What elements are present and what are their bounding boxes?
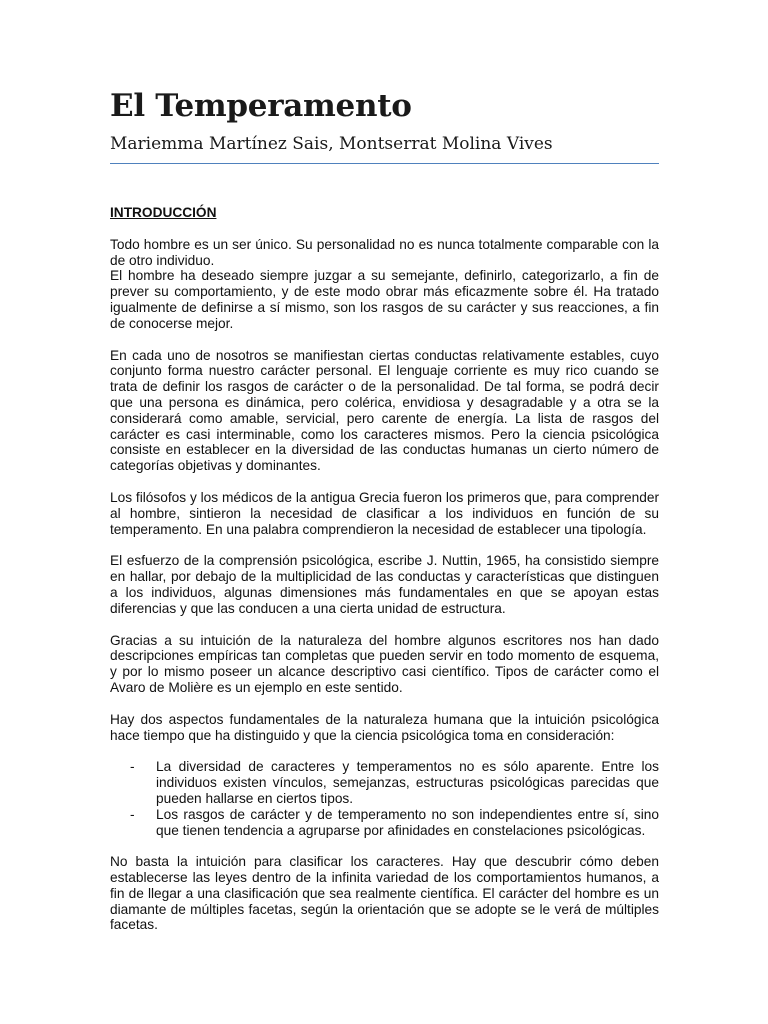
paragraph-2: En cada uno de nosotros se manifiestan ciertas conductas relativamente estables, cuyo conjunto forma nuestro carácter personal. El lenguaje corriente es muy rico cuando se trata de definir los rasgos de carácter o de la personalidad. De tal forma, se podrá decir que una persona es dinámica, pero colérica, envidiosa y desagradable y a otra se la considerará como amable, servicial, pero carente de energía. La lista de rasgos del carácter es casi interminable, como los caracteres mismos. Pero la ciencia psicológica consiste en establecer en la diversidad de las conductas humanas un cierto número de categorías objetivas y dominantes. [110,347,659,474]
document-page [110,0,659,1024]
list-item-text: Los rasgos de carácter y de temperamento no son independientes entre sí, sino que tienen tendencia a agruparse por afinidades en constelaciones psicológicas. [156,806,659,838]
list-marker: - [130,759,135,775]
paragraph-1 [110,237,659,332]
document-title: El Temperamento [110,88,412,124]
section-heading: INTRODUCCIÓN [110,205,217,220]
title-divider [110,163,659,164]
paragraph-3: Los filósofos y los médicos de la antigua Grecia fueron los primeros que, para comprender al hombre, sintieron la necesidad de clasificar a los individuos en función de su temperamento. En una palabra comprendieron la necesidad de establecer una tipología. [110,489,659,537]
list-item-text: La diversidad de caracteres y temperamentos no es sólo aparente. Entre los individuos existen vínculos, semejanzas, estructuras psicológicas parecidas que pueden hallarse en ciertos tipos. [156,759,659,806]
list-item [130,807,659,839]
list-marker: - [130,806,135,822]
document-body [110,205,659,949]
dash-list [110,759,659,838]
paragraph-5: Gracias a su intuición de la naturaleza del hombre algunos escritores nos han dado descripciones empíricas tan completas que pueden servir en todo momento de esquema, y por lo mismo poseer un alcance descriptivo casi científico. Tipos de carácter como el Avaro de Molière es un ejemplo en este sentido. [110,632,659,695]
paragraph-6: Hay dos aspectos fundamentales de la naturaleza humana que la intuición psicológica hace tiempo que ha distinguido y que la ciencia psicológica toma en consideración: [110,711,659,743]
paragraph-1-sentence-a: Todo hombre es un ser único. Su personalidad no es nunca totalmente comparable con la de otro individuo. [110,236,659,268]
paragraph-4: El esfuerzo de la comprensión psicológica, escribe J. Nuttin, 1965, ha consistido siempre en hallar, por debajo de la multiplicidad de las conductas y características que distinguen a los individuos, algunas dimensiones más fundamentales en que se apoyan estas diferencias y que las conducen a una cierta unidad de estructura. [110,553,659,616]
paragraph-1-sentence-b: El hombre ha deseado siempre juzgar a su semejante, definirlo, categorizarlo, a fin de prever su comportamiento, y de este modo obrar más eficazmente sobre él. Ha tratado igualmente de definirse a sí mismo, son los rasgos de su carácter y sus reacciones, a fin de conocerse mejor. [110,268,659,331]
paragraph-7: No basta la intuición para clasificar los caracteres. Hay que descubrir cómo deben establecerse las leyes dentro de la infinita variedad de los comportamientos humanos, a fin de llegar a una clasificación que sea realmente científica. El carácter del hombre es un diamante de múltiples facetas, según la orientación que se adopte se le verá de múltiples facetas. [110,854,659,933]
document-authors: Mariemma Martínez Sais, Montserrat Molina Vives [110,134,553,154]
list-item [130,759,659,806]
